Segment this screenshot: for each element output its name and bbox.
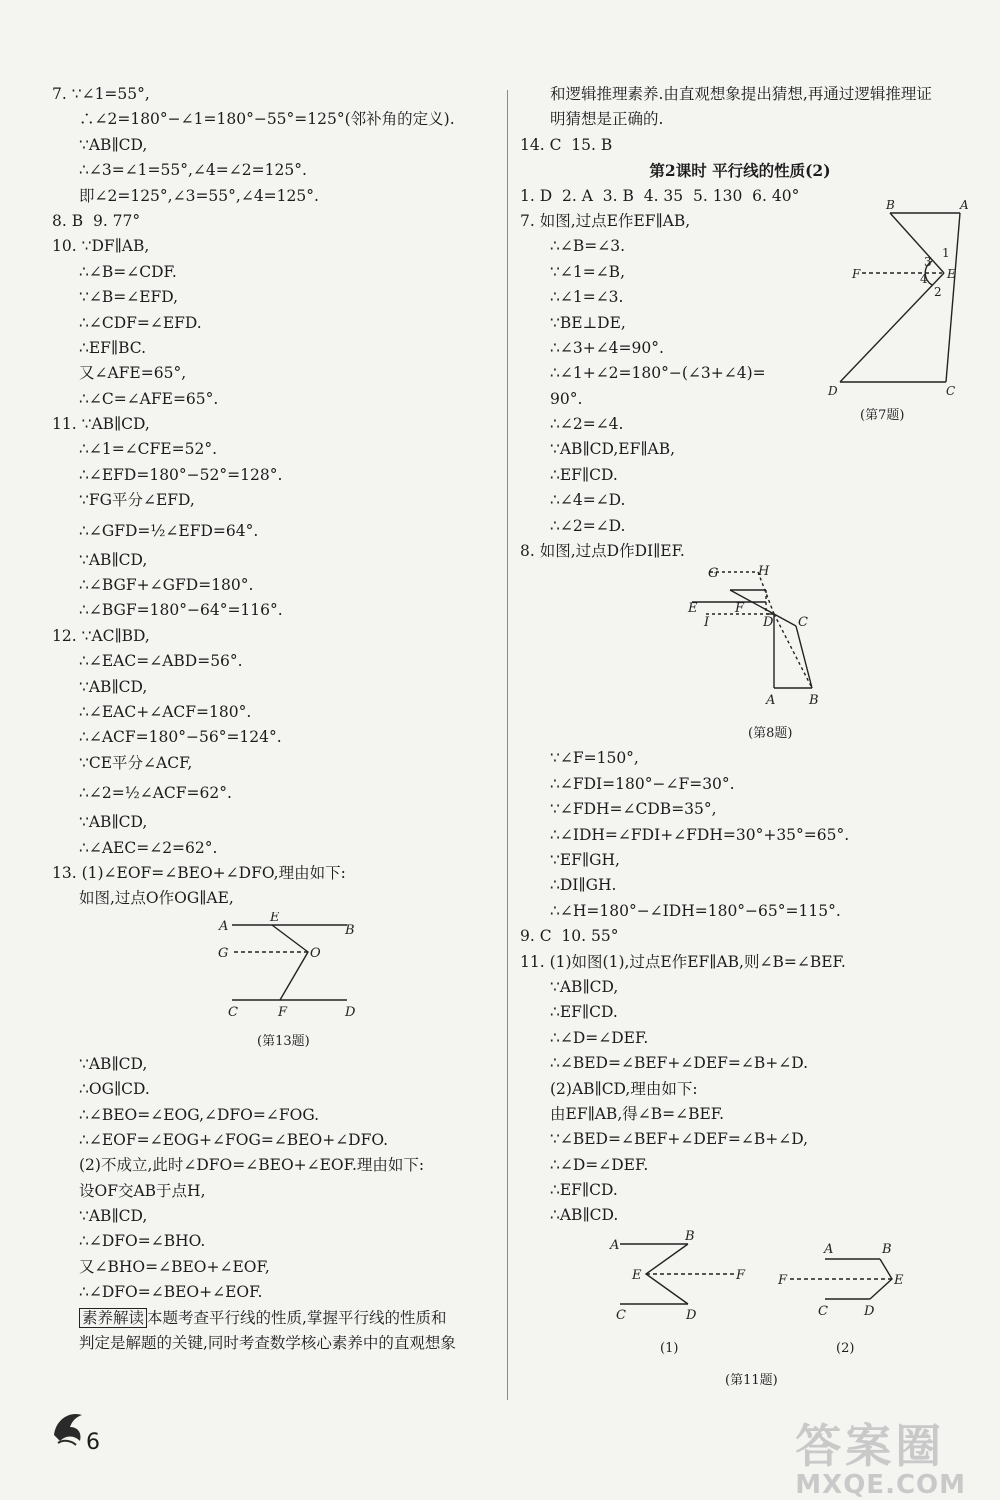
- svg-text:G: G: [708, 566, 719, 582]
- svg-text:E: E: [632, 1267, 642, 1283]
- column-divider: [507, 90, 508, 1400]
- problem-7: [520, 198, 969, 539]
- text-line: ∴∠1=∠3.: [550, 288, 624, 307]
- text-line: ∵AB∥CD,: [79, 813, 148, 832]
- text-line: ∴EF∥CD.: [550, 1181, 618, 1200]
- text-line: (2)不成立,此时∠DFO=∠BEO+∠EOF.理由如下:: [79, 1156, 425, 1175]
- figure-7-diagram: [820, 199, 970, 409]
- text-line: ∴∠2=∠D.: [550, 516, 626, 535]
- svg-text:C: C: [798, 615, 808, 631]
- figure-8: [520, 564, 960, 746]
- text-line: ∴∠2=½∠ACF=62°.: [79, 784, 232, 803]
- svg-text:E: E: [947, 266, 956, 281]
- svg-text:E: E: [270, 911, 280, 925]
- svg-text:F: F: [852, 266, 861, 281]
- text-line: 9. C 10. 55°: [520, 927, 619, 946]
- svg-text:A: A: [219, 918, 229, 934]
- right-column: [520, 82, 969, 1389]
- svg-text:D: D: [686, 1307, 697, 1323]
- svg-text:2: 2: [934, 284, 942, 299]
- text-line: 7. ∵∠1=55°,: [52, 85, 150, 103]
- text-line: (2)AB∥CD,理由如下:: [550, 1079, 698, 1098]
- text-line: ∴∠FDI=180°−∠F=30°.: [550, 774, 735, 793]
- text-line: ∴∠EFD=180°−52°=128°.: [79, 465, 283, 484]
- figure-11: [520, 1229, 960, 1389]
- text-line: 11. (1)如图(1),过点E作EF∥AB,则∠B=∠BEF.: [520, 952, 846, 971]
- text-line: ∴DI∥GH.: [550, 876, 617, 895]
- text-line: 14. C 15. B: [520, 135, 613, 154]
- text-line: 11. ∵AB∥CD,: [52, 415, 150, 434]
- watermark-line2: MXQE.COM: [795, 1470, 966, 1500]
- svg-text:O: O: [310, 945, 321, 961]
- text-line: ∴EF∥CD.: [550, 1003, 618, 1022]
- svg-text:D: D: [345, 1004, 356, 1020]
- text-line: ∵BE⊥DE,: [550, 313, 626, 332]
- svg-text:A: A: [766, 693, 776, 709]
- text-line: ∴∠EAC=∠ABD=56°.: [79, 652, 243, 671]
- text-line: ∵FG平分∠EFD,: [79, 491, 195, 510]
- figure-caption: (第8题): [748, 726, 793, 742]
- text-line: ∴∠3+∠4=90°.: [550, 338, 664, 357]
- figure-caption: (第7题): [860, 407, 905, 423]
- svg-text:D: D: [828, 383, 838, 398]
- text-line: 又∠BHO=∠BEO+∠EOF,: [79, 1257, 270, 1276]
- svg-text:D: D: [864, 1303, 875, 1319]
- text-line: ∴∠EOF=∠EOG+∠FOG=∠BEO+∠DFO.: [79, 1130, 389, 1149]
- text-line: ∵AB∥CD,EF∥AB,: [550, 440, 676, 459]
- text-line: 如图,过点O作OG∥AE,: [79, 889, 234, 908]
- text-line: ∵AB∥CD,: [79, 550, 148, 569]
- text-line: ∴∠GFD=½∠EFD=64°.: [79, 521, 259, 540]
- text-line: 90°.: [550, 389, 583, 408]
- svg-text:A: A: [610, 1237, 620, 1253]
- text-line: 由EF∥AB,得∠B=∠BEF.: [550, 1104, 725, 1123]
- text-line: ∴∠BGF=180°−64°=116°.: [79, 601, 283, 620]
- figure-8-diagram: [520, 564, 960, 724]
- watermark: [795, 1410, 966, 1500]
- text-line: ∵∠BED=∠BEF+∠DEF=∠B+∠D,: [550, 1130, 809, 1149]
- figure-caption: (第13题): [257, 1033, 310, 1049]
- text-line: ∴∠DFO=∠BHO.: [79, 1232, 206, 1251]
- svg-text:1: 1: [942, 245, 950, 260]
- text-line: 和逻辑推理素养.由直观想象提出猜想,再通过逻辑推理证: [550, 85, 932, 103]
- text-line: ∴∠BEO=∠EOG,∠DFO=∠FOG.: [79, 1105, 320, 1124]
- text-line: 又∠AFE=65°,: [79, 364, 187, 383]
- text-line: 8. 如图,过点D作DI∥EF.: [520, 542, 685, 561]
- svg-text:3: 3: [924, 254, 932, 269]
- text-line: ∴∠D=∠DEF.: [550, 1155, 649, 1174]
- svg-text:C: C: [946, 383, 956, 398]
- svg-text:A: A: [960, 198, 969, 212]
- text-line: ∴∠2=180°−∠1=180°−55°=125°(邻补角的定义).: [79, 110, 455, 129]
- dolphin-logo-icon: [48, 1405, 88, 1453]
- text-line: ∵∠1=∠B,: [550, 262, 626, 281]
- text-line: 即∠2=125°,∠3=55°,∠4=125°.: [79, 186, 319, 205]
- text-line: ∴∠D=∠DEF.: [550, 1028, 649, 1047]
- text-line: 12. ∵AC∥BD,: [52, 626, 150, 645]
- figure-7: [820, 199, 970, 429]
- text-line: ∴∠ACF=180°−56°=124°.: [79, 728, 282, 747]
- svg-text:E: E: [688, 601, 698, 617]
- suyang-text: 本题考查平行线的性质,掌握平行线的性质和: [147, 1308, 447, 1327]
- text-line: ∵AB∥CD,: [79, 135, 148, 154]
- text-line: ∴∠IDH=∠FDI+∠FDH=30°+35°=65°.: [550, 825, 850, 844]
- text-line: ∴EF∥BC.: [79, 338, 147, 357]
- suyang-note: [52, 1306, 502, 1331]
- text-line: ∴∠3=∠1=55°,∠4=∠2=125°.: [79, 161, 307, 180]
- text-line: 设OF交AB于点H,: [79, 1181, 206, 1200]
- svg-text:B: B: [886, 198, 895, 212]
- svg-text:F: F: [778, 1272, 788, 1288]
- left-column: [52, 82, 502, 1356]
- text-line: ∴∠H=180°−∠IDH=180°−65°=115°.: [550, 901, 841, 920]
- figure-11-diagram: [520, 1229, 960, 1339]
- text-line: ∵EF∥GH,: [550, 850, 620, 869]
- svg-text:G: G: [218, 945, 229, 961]
- suyang-label: 素养解读: [79, 1308, 147, 1328]
- text-line: ∴∠C=∠AFE=65°.: [79, 389, 219, 408]
- section-heading: 第2课时 平行线的性质(2): [649, 161, 831, 181]
- watermark-line1: 答案圈: [795, 1419, 946, 1473]
- text-line: 判定是解题的关键,同时考查数学核心素养中的直观想象: [79, 1334, 456, 1353]
- svg-text:F: F: [278, 1004, 288, 1020]
- text-line: ∵AB∥CD,: [550, 977, 619, 996]
- text-line: ∴∠4=∠D.: [550, 491, 626, 510]
- svg-text:E: E: [894, 1272, 904, 1288]
- svg-text:B: B: [809, 693, 819, 709]
- svg-text:I: I: [704, 615, 710, 631]
- figure-13: [52, 912, 502, 1052]
- svg-text:A: A: [824, 1241, 834, 1257]
- text-line: ∵AB∥CD,: [79, 1054, 148, 1073]
- svg-text:B: B: [685, 1228, 695, 1244]
- text-line: ∴∠1+∠2=180°−(∠3+∠4)=: [550, 364, 766, 383]
- text-line: 13. (1)∠EOF=∠BEO+∠DFO,理由如下:: [52, 863, 346, 882]
- text-line: ∵∠FDH=∠CDB=35°,: [550, 800, 717, 819]
- figure-caption: (2): [836, 1340, 855, 1356]
- text-line: ∴∠DFO=∠BEO+∠EOF.: [79, 1283, 263, 1302]
- svg-text:C: C: [818, 1303, 828, 1319]
- text-line: 10. ∵DF∥AB,: [52, 237, 150, 256]
- svg-text:4: 4: [920, 271, 928, 286]
- text-line: 8. B 9. 77°: [52, 211, 141, 230]
- text-line: 1. D 2. A 3. B 4. 35 5. 130 6. 40°: [520, 186, 800, 205]
- text-line: 7. 如图,过点E作EF∥AB,: [520, 211, 691, 230]
- svg-text:F: F: [736, 1267, 746, 1283]
- text-line: ∴∠2=∠4.: [550, 415, 624, 434]
- svg-text:B: B: [345, 922, 355, 938]
- text-line: ∵∠B=∠EFD,: [79, 288, 179, 307]
- text-line: ∴∠CDF=∠EFD.: [79, 313, 202, 332]
- text-line: ∴AB∥CD.: [550, 1206, 619, 1225]
- text-line: ∴∠1=∠CFE=52°.: [79, 440, 218, 459]
- text-line: ∵∠F=150°,: [550, 749, 639, 768]
- svg-text:B: B: [882, 1241, 892, 1257]
- svg-text:H: H: [758, 564, 770, 580]
- text-line: ∴∠EAC+∠ACF=180°.: [79, 702, 252, 721]
- svg-text:C: C: [228, 1004, 238, 1020]
- text-line: ∴∠B=∠3.: [550, 237, 626, 256]
- figure-caption: (第11题): [725, 1372, 778, 1388]
- text-line: ∵AB∥CD,: [79, 1207, 148, 1226]
- figure-caption: (1): [660, 1340, 679, 1356]
- text-line: ∴∠BED=∠BEF+∠DEF=∠B+∠D.: [550, 1054, 809, 1073]
- text-line: 明猜想是正确的.: [550, 110, 664, 129]
- text-line: ∵CE平分∠ACF,: [79, 753, 193, 772]
- text-line: ∴OG∥CD.: [79, 1080, 150, 1099]
- svg-text:D: D: [763, 615, 774, 631]
- svg-text:F: F: [735, 601, 745, 617]
- text-line: ∴∠B=∠CDF.: [79, 262, 177, 281]
- text-line: ∴EF∥CD.: [550, 465, 618, 484]
- text-line: ∴∠BGF+∠GFD=180°.: [79, 576, 254, 595]
- svg-text:C: C: [616, 1307, 626, 1323]
- text-line: ∵AB∥CD,: [79, 677, 148, 696]
- page-number: 6: [86, 1430, 100, 1455]
- text-line: ∴∠AEC=∠2=62°.: [79, 838, 218, 857]
